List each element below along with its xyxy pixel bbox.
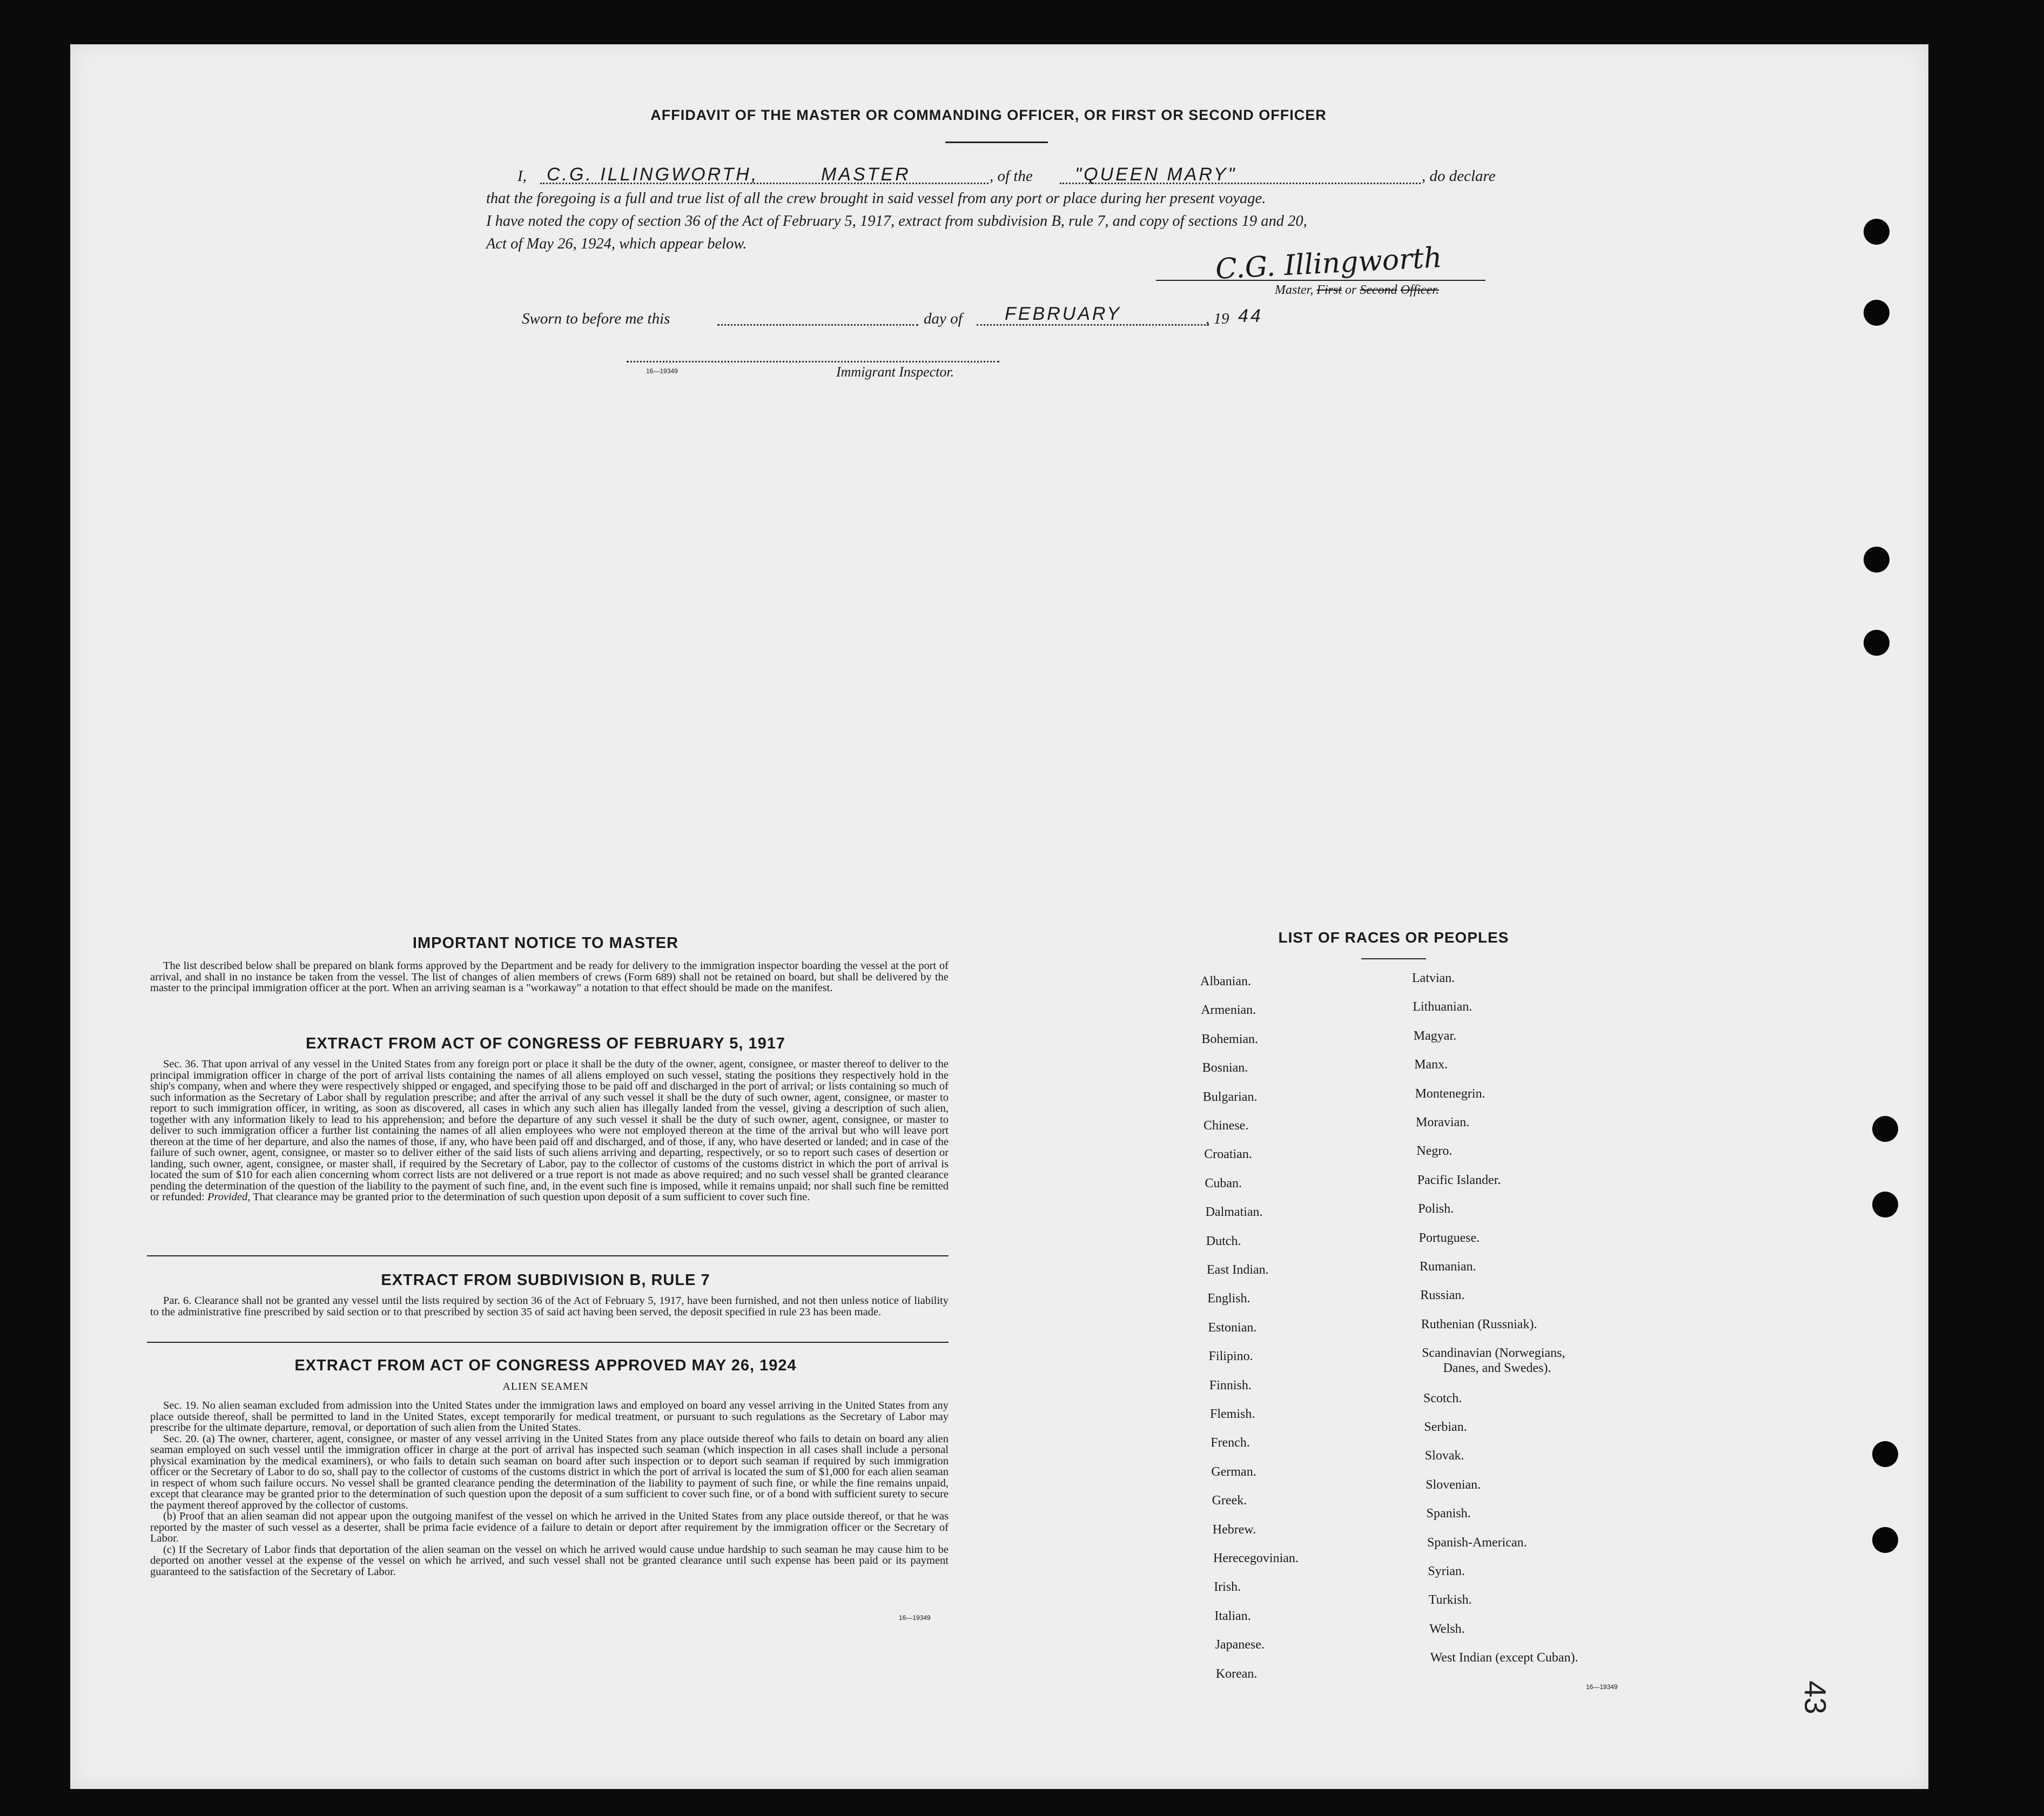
race-item: Serbian. <box>1424 1420 1467 1434</box>
race-item: Scotch. <box>1423 1391 1462 1405</box>
affidavit-line-4: Act of May 26, 1924, which appear below. <box>486 236 747 252</box>
race-item: Japanese. <box>1215 1638 1265 1652</box>
do-declare-label: , do declare <box>1422 167 1496 185</box>
master-name-field: C.G. ILLINGWORTH, <box>547 164 759 185</box>
year-field: 44 <box>1238 306 1263 326</box>
sec-20b-text: (b) Proof that an alien seaman did not appear upon the outgoing manifest of the vessel on which he arrived in the United States from any place outside thereof, or that he was reported by the master of such vessel as a deserter, shall be prima facie evidence of a failure to detain or deport after requirement by the immigration officer or the Secretary of Labor. <box>150 1510 949 1544</box>
act-1924-subtitle: ALIEN SEAMEN <box>502 1381 589 1393</box>
month-field: FEBRUARY <box>1005 304 1121 324</box>
race-item: Russian. <box>1420 1288 1465 1303</box>
races-title: LIST OF RACES OR PEOPLES <box>1278 929 1509 946</box>
race-item: Rumanian. <box>1420 1260 1476 1274</box>
binder-hole <box>1864 547 1890 573</box>
page-number: 43 <box>1798 1680 1833 1714</box>
race-item: Bulgarian. <box>1202 1089 1258 1104</box>
act-1917-text-b: That clearance may be granted prior to the determination of such question upon deposit of a sum sufficient to cover such fine. <box>253 1191 810 1203</box>
notice-block <box>150 960 949 994</box>
binder-hole <box>1872 1192 1898 1218</box>
race-item: Flemish. <box>1210 1407 1255 1421</box>
label-first-struck: First <box>1316 283 1342 297</box>
race-item: Estonian. <box>1208 1320 1257 1335</box>
race-item: Magyar. <box>1413 1028 1457 1043</box>
form-number: 16—19349 <box>1586 1683 1618 1691</box>
race-item: Italian. <box>1214 1609 1251 1623</box>
binder-hole <box>1872 1527 1898 1553</box>
race-item: Cuban. <box>1205 1176 1242 1191</box>
race-item: Albanian. <box>1200 974 1251 988</box>
race-item: Dalmatian. <box>1205 1205 1263 1220</box>
act-1917-text-a: Sec. 36. That upon arrival of any vessel in the United States from any foreign port or place it shall be the duty of the owner, agent, consignee, or master thereof to deliver to the principal immigration officer in charge of the port of arrival lists containing the names of all aliens employed on such vessel, stating the positions they respectively hold in the ship's company, when and where they were respectively shipped or engaged, and specifying those to be paid off and discharged in the port of arrival; or lists containing so much of such information as the Secretary of Labor shall by regulation prescribe; and after the arrival of any such vessel it shall be the duty of such owner, agent, consignee, or master to report to such immigration officer, in writing, as soon as discovered, all cases in which any such alien has illegally landed from the vessel, giving a description of such alien, together with any information likely to lead to his apprehension; and before the departure of any such vessel it shall be the duty of such owner, agent, consignee, or master to deliver to such immigration officer a further list containing the names of all alien employees who were not employed thereon at the time of the arrival but who will leave port thereon at the time of her departure, and also the names of those, if any, who have been paid off and discharged, and of those, if any, who have deserted or landed; and in case of the failure of such owner, agent, consignee, or master so to deliver either of the said lists of such aliens arriving and departing, respectively, or so to report such cases of desertion or landing, such owner, agent, consignee, or master shall, if required by the Secretary of Labor, pay to the collector of customs of the customs district in which the port of arrival is located the sum of $10 for each alien concerning whom correct lists are not delivered or a true report is not made as above required; and no such vessel shall be granted clearance pending the determination of the question of the liability to the payment of such fine, and, in the event such fine is imposed, while it remains unpaid; nor shall such fine be remitted or refunded: <box>150 1058 949 1203</box>
binder-hole <box>1872 1116 1898 1142</box>
race-item: Finnish. <box>1209 1378 1252 1393</box>
race-item: Bosnian. <box>1202 1061 1248 1075</box>
act-1924-title: EXTRACT FROM ACT OF CONGRESS APPROVED MAY 26, 1924 <box>294 1357 797 1374</box>
sworn-label: Sworn to before me this <box>522 310 670 327</box>
label-officer-struck: Officer. <box>1400 283 1440 297</box>
year-prefix: , 19 <box>1206 310 1229 327</box>
race-item: Pacific Islander. <box>1417 1173 1501 1187</box>
race-item: Latvian. <box>1412 971 1455 985</box>
section-divider <box>147 1255 949 1256</box>
race-item: Hebrew. <box>1212 1522 1256 1537</box>
of-the-label: , of the <box>990 167 1033 185</box>
notice-text: The list described below shall be prepared on blank forms approved by the Department and be ready for delivery to the immigration inspector boarding the vessel at the port of arrival, and shall in no instance be taken from the vessel. The list of changes of alien members of crews (Form 689) shall not be retained on board, but shall be delivered by the master to the principal immigration officer at the port. When an arriving seaman is a "workaway" a notation to that effect should be made on the manifest. <box>150 960 949 994</box>
form-number: 16—19349 <box>646 367 678 375</box>
title-underline <box>945 142 1048 143</box>
act-1917-title: EXTRACT FROM ACT OF CONGRESS OF FEBRUARY 5, 1917 <box>305 1035 786 1052</box>
race-item: Lithuanian. <box>1413 1000 1473 1014</box>
race-item: Montenegrin. <box>1415 1086 1485 1101</box>
race-item: Turkish. <box>1428 1593 1472 1608</box>
day-blank <box>717 324 918 326</box>
race-item: Slovak. <box>1424 1449 1464 1463</box>
master-signature: C.G. Illingworth <box>1214 241 1443 286</box>
race-item: Spanish. <box>1426 1506 1471 1521</box>
race-item: Greek. <box>1212 1494 1247 1508</box>
provided-word: Provided, <box>207 1191 251 1203</box>
race-item: Bohemian. <box>1201 1032 1259 1046</box>
act-1917-block <box>150 1059 949 1203</box>
binder-hole <box>1864 219 1890 245</box>
rule-7-block <box>150 1295 949 1317</box>
label-master: Master, <box>1275 283 1314 297</box>
ship-name-field: "QUEEN MARY" <box>1075 164 1237 185</box>
race-item: Irish. <box>1214 1580 1241 1595</box>
races-title-underline <box>1361 958 1426 959</box>
race-item: Moravian. <box>1416 1115 1470 1129</box>
race-item: Scandinavian (Norwegians, <box>1422 1346 1565 1361</box>
race-item: Spanish-American. <box>1427 1535 1527 1550</box>
race-item: English. <box>1207 1292 1250 1306</box>
form-number: 16—19349 <box>899 1614 931 1622</box>
notice-title: IMPORTANT NOTICE TO MASTER <box>412 934 679 952</box>
race-item: Negro. <box>1416 1144 1453 1159</box>
binder-hole <box>1864 300 1890 326</box>
sec-19-text: Sec. 19. No alien seaman excluded from admission into the United States under the immigration laws and employed on board any vessel arriving in the United States from any place outside thereof, shall be permitted to land in the United States, except temporarily for medical treatment, or pursuant to such regulations as the Secretary of Labor may prescribe for the ultimate departure, removal, or deportation of such alien from the United States. <box>150 1400 949 1434</box>
race-item: Korean. <box>1215 1666 1258 1681</box>
sec-20c-text: (c) If the Secretary of Labor finds that deportation of the alien seaman on the vessel on which he arrived would cause undue hardship to such seaman he may cause him to be deported on another vessel at the expense of the vessel on which he arrived, and such vessel shall not be granted clearance until such expense has been paid or its payment guaranteed to the satisfaction of the Secretary of Labor. <box>150 1543 949 1578</box>
race-item: West Indian (except Cuban). <box>1430 1651 1578 1665</box>
day-of-label: day of <box>924 310 963 327</box>
affidavit-title: AFFIDAVIT OF THE MASTER OR COMMANDING OFFICER, OR FIRST OR SECOND OFFICER <box>650 107 1327 123</box>
signature-line <box>1156 280 1485 281</box>
affidavit-line-2: that the foregoing is a full and true list of all the crew brought in said vessel from any port or place during her present voyage. <box>486 190 1266 207</box>
act-1917-text <box>150 1059 949 1203</box>
rank-field: MASTER <box>821 164 911 185</box>
race-item: East Indian. <box>1207 1263 1269 1277</box>
race-item: Croatian. <box>1204 1147 1252 1162</box>
affidavit-prefix: I, <box>517 167 527 185</box>
binder-hole <box>1864 630 1890 656</box>
race-item: Manx. <box>1414 1058 1448 1072</box>
label-second-struck: Second <box>1360 283 1397 297</box>
race-item: Portuguese. <box>1418 1230 1480 1245</box>
binder-hole <box>1872 1441 1898 1467</box>
inspector-blank <box>627 361 999 362</box>
sec-20a-text: Sec. 20. (a) The owner, charterer, agent, consignee, or master of any vessel arriving in the United States from any place outside thereof who fails to detain on board any alien seaman employed on such vessel until the immigration officer in charge at the port of arrival has inspected such seaman (which inspection in all cases shall include a personal physical examination by the medical examiners), or who fails to detain such seaman on board after such inspection or to deport such seaman if required by such immigration officer or the Secretary of Labor to do so, shall pay to the collector of customs of the customs district in which the port of arrival is located the sum of $1,000 for each alien seaman in respect of whom such failure occurs. No vessel shall be granted clearance pending the determination of the liability to payment of such fine, or while the fine remains unpaid, except that clearance may be granted prior to the determination of such question upon the deposit of a sum sufficient to cover such fine, or of a bond with sufficient surety to secure the payment thereof approved by the collector of customs. <box>150 1432 949 1511</box>
race-item: Danes, and Swedes). <box>1443 1361 1551 1376</box>
act-1924-block <box>150 1400 949 1577</box>
race-item: French. <box>1211 1436 1250 1450</box>
race-item: Armenian. <box>1201 1003 1256 1018</box>
affidavit-line-3: I have noted the copy of section 36 of the Act of February 5, 1917, extract from subdivision B, rule 7, and copy of sections 19 and 20, <box>486 213 1307 230</box>
race-item: German. <box>1211 1464 1256 1479</box>
race-item: Slovenian. <box>1426 1477 1481 1492</box>
race-item: Dutch. <box>1206 1234 1241 1248</box>
signature-label <box>1275 283 1439 298</box>
rule-7-title: EXTRACT FROM SUBDIVISION B, RULE 7 <box>381 1272 710 1289</box>
race-item: Filipino. <box>1208 1349 1253 1364</box>
label-or: or <box>1345 283 1357 297</box>
race-item: Chinese. <box>1203 1119 1249 1133</box>
inspector-label: Immigrant Inspector. <box>836 364 954 380</box>
race-item: Polish. <box>1418 1202 1454 1216</box>
race-item: Ruthenian (Russniak). <box>1421 1317 1537 1331</box>
race-item: Syrian. <box>1428 1564 1465 1578</box>
section-divider <box>147 1342 949 1343</box>
race-item: Herecegovinian. <box>1213 1551 1299 1565</box>
race-item: Welsh. <box>1429 1622 1465 1636</box>
rule-7-text: Par. 6. Clearance shall not be granted any vessel until the lists required by section 36 of the Act of February 5, 1917, have been furnished, and not then unless notice of liability to the administrative fine prescribed by said section or to that prescribed by section 35 of said act having been served, the deposit specified in rule 23 has been made. <box>150 1295 949 1318</box>
